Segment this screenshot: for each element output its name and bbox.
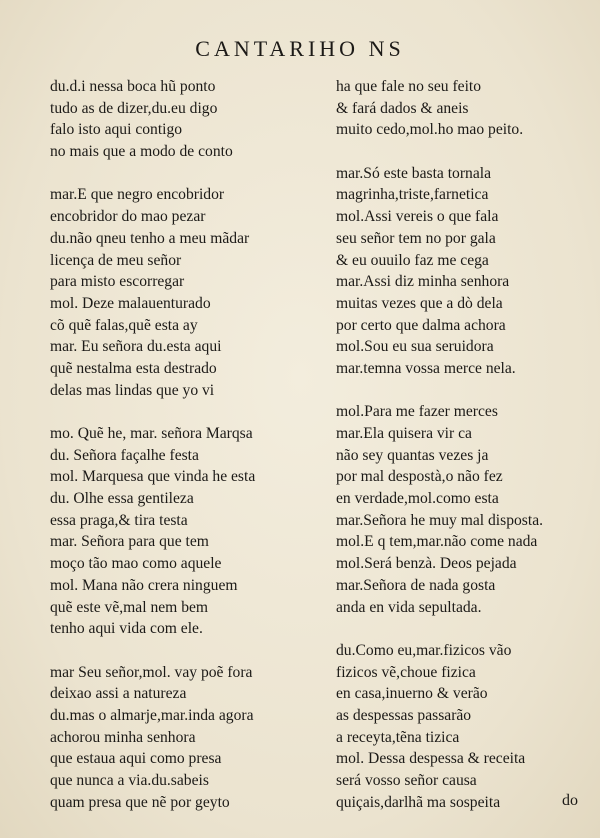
verse-line: quiçais,darlhã ma sospeita (336, 793, 501, 811)
stanza-gap (50, 163, 308, 185)
verse-line: licença de meu señor (50, 251, 182, 269)
verse-line: moço tão mao como aquele (50, 555, 222, 573)
verse-line: du.não qneu tenho a meu mãdar (50, 229, 250, 247)
stanza-gap (336, 618, 594, 640)
verse-line: que estaua aqui como presa (50, 750, 222, 768)
verse-line: muitas vezes que a dò dela (336, 294, 503, 312)
verse-line: muito cedo,mol.ho mao peito. (336, 121, 524, 139)
verse-line: mol.Sou eu sua seruidora (336, 338, 494, 356)
running-title: CANTARIHO NS (195, 36, 405, 61)
verse-line: mar.temna vossa merce nela. (336, 359, 516, 377)
verse-line: mol.Será benzà. Deos pejada (336, 555, 517, 573)
verse-line: deixao assi a natureza (50, 685, 187, 703)
verse-line: será vosso señor causa (336, 772, 477, 789)
left-column (50, 76, 308, 813)
verse-line: quẽ este vẽ,mal nem bem (50, 598, 209, 616)
verse-line: que nunca a via.du.sabeis (50, 772, 209, 789)
verse-line: quẽ nestalma esta destrado (50, 359, 217, 377)
verse-line: mol.Para me fazer merces (336, 403, 498, 421)
verse-line: mol.E q tem,mar.não come nada (336, 533, 538, 551)
verse-line: quam presa que nẽ por geyto (50, 793, 230, 811)
verse-line: & fará dados & aneis (336, 99, 469, 117)
verse-line: & eu ouuilo faz me cega (336, 251, 489, 269)
verse-line: du. Señora façalhe festa (50, 446, 199, 464)
verse-line: seu señor tem no por gala (336, 229, 496, 247)
stanza-gap (50, 401, 308, 423)
verse-line: as despessas passarão (336, 706, 472, 724)
verse-line: mar.Só este basta tornala (336, 164, 492, 182)
right-column (336, 76, 594, 813)
verse-line: mar.Señora he muy mal disposta. (336, 511, 544, 529)
verse-line: mol. Deze malauenturado (50, 294, 211, 312)
verse-line: mar.E que negro encobridor (50, 186, 225, 204)
verse-line: para misto escorregar (50, 273, 185, 291)
verse-line: mar.Señora de nada gosta (336, 576, 496, 594)
verse-line: en verdade,mol.como esta (336, 490, 499, 508)
verse-line: no mais que a modo de conto (50, 143, 233, 161)
verse-line: du. Olhe essa gentileza (50, 490, 194, 508)
verse-line: mar. Señora para que tem (50, 533, 209, 551)
verse-line: mo. Quẽ he, mar. señora Marqsa (50, 425, 253, 442)
verse-line: ha que fale no seu feito (336, 78, 482, 95)
verse-line: mar Seu señor,mol. vay poẽ fora (50, 663, 253, 681)
verse-line: achorou minha senhora (50, 728, 196, 746)
verse-line: mol. Marquesa que vinda he esta (50, 468, 256, 486)
verse-line: mar.Assi diz minha senhora (336, 273, 510, 291)
verse-line: por certo que dalma achora (336, 316, 506, 334)
verse-line: magrinha,triste,farnetica (336, 186, 489, 204)
verse-line: anda en vida sepultada. (336, 598, 482, 616)
verse-line: cõ quẽ falas,quẽ esta ay (50, 316, 198, 334)
verse-line: du.Como eu,mar.fizicos vão (336, 641, 512, 659)
catchword: do (562, 792, 578, 809)
verse-line: du.mas o almarje,mar.inda agora (50, 706, 254, 724)
verse-line: mol.Assi vereis o que fala (336, 208, 499, 226)
verse-line: mar.Ela quisera vir ca (336, 425, 472, 442)
verse-line: não sey quantas vezes ja (336, 446, 489, 464)
verse-line: en casa,inuerno & verão (336, 685, 488, 703)
verse-line: tudo as de dizer,du.eu digo (50, 99, 218, 117)
verse-line: essa praga,& tira testa (50, 511, 188, 529)
verse-line: fizicos vẽ,choue fizica (336, 663, 476, 681)
verse-line: a receyta,tẽna tizica (336, 728, 460, 746)
verse-line: falo isto aqui contigo (50, 121, 183, 139)
verse-line: encobridor do mao pezar (50, 208, 206, 226)
verse-line: mar. Eu señora du.esta aqui (50, 338, 222, 356)
stanza-gap (336, 380, 594, 402)
verse-line: mol. Mana não crera ninguem (50, 576, 238, 594)
stanza-gap (50, 640, 308, 662)
verse-line: du.d.i nessa boca hũ ponto (50, 78, 216, 95)
verse-line: mol. Dessa despessa & receita (336, 750, 526, 768)
stanza-gap (336, 141, 594, 163)
verse-line: delas mas lindas que yo vi (50, 381, 215, 399)
verse-line: tenho aqui vida com ele. (50, 620, 203, 638)
verse-line: por mal despostà,o não fez (336, 468, 503, 486)
